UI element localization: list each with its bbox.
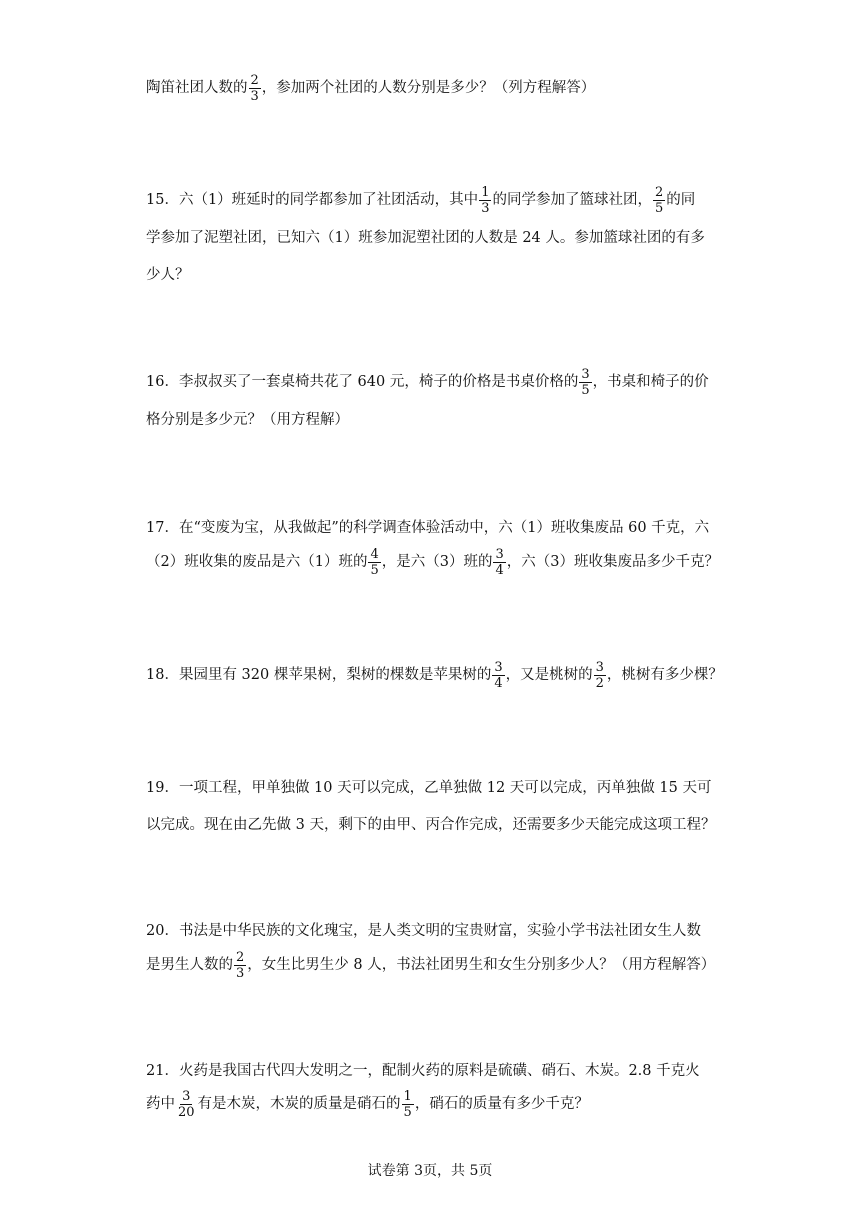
- q17-line1: 17．在“变废为宝，从我做起”的科学调查体验活动中，六（1）班收集废品 60 千克，六: [146, 520, 710, 536]
- q19-line2: 以完成。现在由乙先做 3 天，剩下的由甲、丙合作完成，还需要多少天能完成这项工程？: [146, 817, 716, 833]
- fraction: $\frac{3}{20}$: [178, 1088, 195, 1120]
- q16-line1: 16．李叔叔买了一套桌椅共花了 640 元，椅子的价格是书桌价格的 $\frac{3}{5}$ ，书桌和椅子的价: [146, 366, 709, 398]
- q19-line1: 19．一项工程，甲单独做 10 天可以完成，乙单独做 12 天可以完成，丙单独做 15 天可: [146, 780, 712, 796]
- q14-line1: 陶笛社团人数的 $\frac{2}{3}$ ，参加两个社团的人数分别是多少？（列方程解答）: [146, 72, 596, 104]
- fraction: $\frac{1}{3}$: [481, 184, 490, 216]
- fraction: $\frac{3}{5}$: [581, 366, 590, 398]
- fraction: $\frac{2}{3}$: [236, 949, 245, 981]
- q15-line1: 15．六（1）班延时的同学都参加了社团活动，其中 $\frac{1}{3}$ 的同学参加了篮球社团， $\frac{2}{5}$ 的同: [146, 184, 696, 216]
- q20-line2: 是男生人数的 $\frac{2}{3}$ ，女生比男生少 8 人，书法社团男生和女生分别多少人？（用方程解答）: [146, 949, 716, 981]
- q18-line1: 18．果园里有 320 棵苹果树，梨树的棵数是苹果树的 $\frac{3}{4}$ ，又是桃树的 $\frac{3}{2}$ ，桃树有多少棵？: [146, 659, 723, 691]
- fraction: $\frac{4}{5}$: [370, 546, 379, 578]
- q15-line3: 少人？: [146, 267, 190, 283]
- fraction: $\frac{1}{5}$: [403, 1088, 412, 1120]
- q15-line2: 学参加了泥塑社团，已知六（1）班参加泥塑社团的人数是 24 人。参加篮球社团的有多: [146, 230, 705, 246]
- q20-line1: 20．书法是中华民族的文化瑰宝，是人类文明的宝贵财富，实验小学书法社团女生人数: [146, 923, 701, 939]
- fraction: $\frac{3}{4}$: [495, 546, 504, 578]
- q16-line2: 格分别是多少元？（用方程解）: [146, 412, 349, 428]
- fraction: $\frac{3}{2}$: [595, 659, 604, 691]
- fraction: $\frac{3}{4}$: [494, 659, 503, 691]
- q21-line2: 药中 $\frac{3}{20}$ 有是木炭，木炭的质量是硝石的 $\frac{1}{5}$ ，硝石的质量有多少千克？: [146, 1088, 589, 1120]
- page-footer: 试卷第 3页，共 5页: [367, 1163, 493, 1179]
- q21-line1: 21．火药是我国古代四大发明之一，配制火药的原料是硫磺、硝石、木炭。2.8 千克火: [146, 1063, 700, 1079]
- q17-line2: （2）班收集的废品是六（1）班的 $\frac{4}{5}$ ，是六（3）班的 $\frac{3}{4}$ ，六（3）班收集废品多少千克？: [146, 546, 719, 578]
- fraction: $\frac{2}{3}$: [250, 72, 259, 104]
- fraction: $\frac{2}{5}$: [654, 184, 664, 216]
